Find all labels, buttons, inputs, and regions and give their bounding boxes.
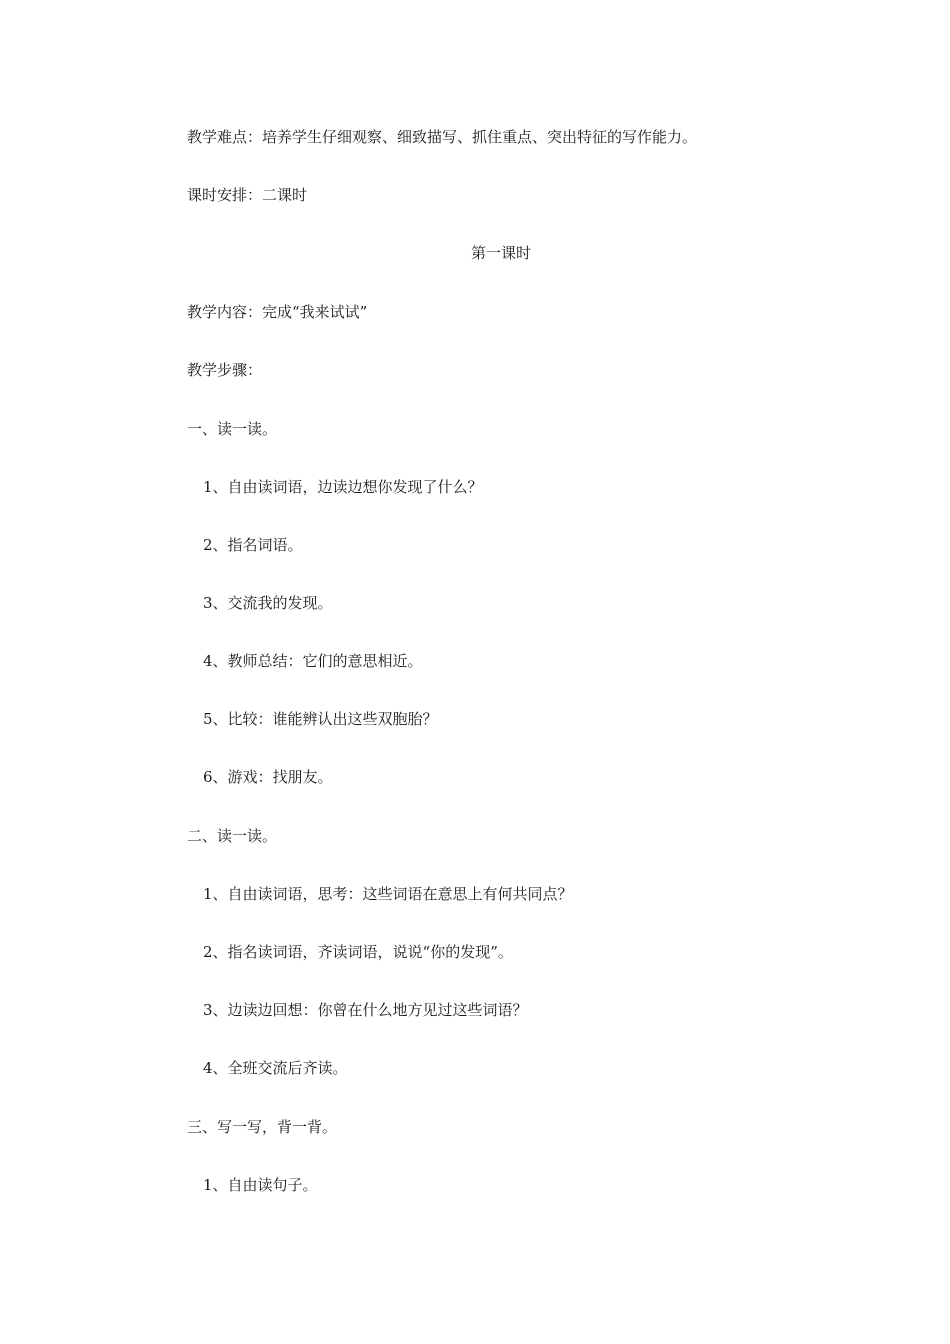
list-item: 4、教师总结：它们的意思相近。 xyxy=(203,652,423,670)
list-item: 5、比较：谁能辨认出这些双胞胎？ xyxy=(203,710,438,728)
list-item: 1、自由读词语，边读边想你发现了什么？ xyxy=(203,478,483,496)
teaching-content: 教学内容：完成“我来试试” xyxy=(187,303,368,321)
teaching-difficulty: 教学难点：培养学生仔细观察、细致描写、抓住重点、突出特征的写作能力。 xyxy=(187,128,698,146)
list-item: 6、游戏：找朋友。 xyxy=(203,768,333,786)
teaching-steps-heading: 教学步骤： xyxy=(187,361,263,379)
lesson-heading: 第一课时 xyxy=(471,244,532,262)
list-item: 3、交流我的发现。 xyxy=(203,594,333,612)
list-item: 1、自由读词语，思考：这些词语在意思上有何共同点？ xyxy=(203,885,573,903)
list-item: 2、指名读词语，齐读词语，说说“你的发现”。 xyxy=(203,943,513,961)
list-item: 1、自由读句子。 xyxy=(203,1176,318,1194)
section-heading: 一、读一读。 xyxy=(187,420,278,438)
section-heading: 三、写一写，背一背。 xyxy=(187,1118,338,1136)
lesson-schedule: 课时安排：二课时 xyxy=(187,186,308,204)
section-heading: 二、读一读。 xyxy=(187,827,278,845)
list-item: 4、全班交流后齐读。 xyxy=(203,1059,348,1077)
list-item: 2、指名词语。 xyxy=(203,536,303,554)
list-item: 3、边读边回想：你曾在什么地方见过这些词语？ xyxy=(203,1001,528,1019)
